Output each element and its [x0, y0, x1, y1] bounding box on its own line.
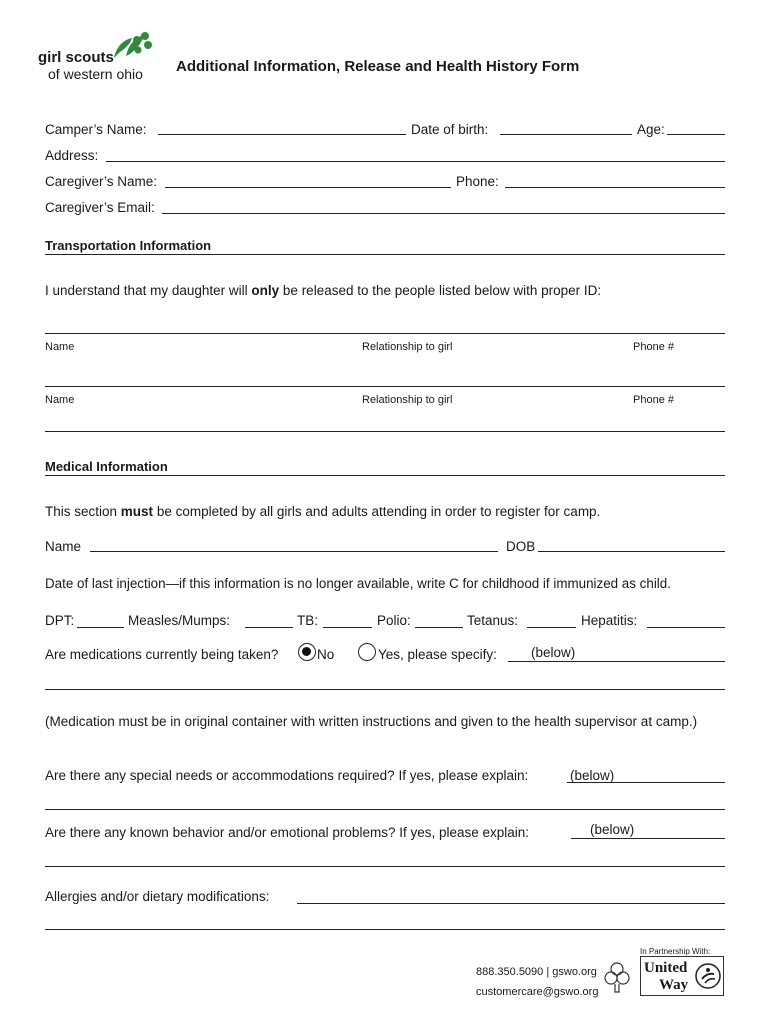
pickup-1-name-label: Name: [45, 341, 75, 353]
medical-name-field[interactable]: [90, 551, 498, 552]
medications-specify-value: (below): [531, 645, 576, 660]
behavior-value: (below): [590, 822, 635, 837]
footer-partnership: In Partnership With:: [640, 947, 711, 956]
trefoil-icon: [112, 30, 154, 60]
transportation-statement: [45, 283, 601, 299]
polio-field[interactable]: [415, 627, 463, 628]
caregiver-name-label: Caregiver’s Name:: [45, 174, 158, 189]
logo-line1: girl scouts: [38, 49, 114, 66]
medications-label: Are medications currently being taken?: [45, 647, 279, 662]
dob-label: Date of birth:: [411, 122, 489, 137]
united-way-word-united: United: [644, 960, 688, 976]
transportation-statement-pre: I understand that my daughter will: [45, 283, 248, 298]
medical-heading: Medical Information: [45, 459, 168, 474]
logo-line2: of western ohio: [48, 66, 143, 82]
page-title: Additional Information, Release and Health History Form: [176, 58, 580, 75]
medical-statement: [45, 504, 600, 520]
transportation-statement-post: be released to the people listed below with proper ID:: [282, 283, 602, 298]
united-way-hand-icon: [695, 963, 721, 989]
special-needs-extra-line[interactable]: [45, 809, 725, 810]
medical-statement-pre: This section: [45, 504, 118, 519]
pickup-2-name-label: Name: [45, 394, 75, 406]
transportation-heading-rule: [45, 254, 725, 255]
medical-statement-post: be completed by all girls and adults attending in order to register for camp.: [156, 504, 601, 519]
pickup-1-field[interactable]: [45, 333, 725, 334]
caregiver-email-label: Caregiver’s Email:: [45, 200, 155, 215]
tetanus-label: Tetanus:: [467, 613, 519, 628]
age-label: Age:: [637, 122, 665, 137]
tetanus-field[interactable]: [527, 627, 576, 628]
pickup-1-phone-label: Phone #: [633, 341, 674, 353]
measles-label: Measles/Mumps:: [128, 613, 231, 628]
united-way-logo: [640, 956, 724, 996]
trefoil-outline-icon: [604, 960, 630, 994]
pickup-1-relationship-label: Relationship to girl: [362, 341, 453, 353]
medications-specify-field[interactable]: [508, 661, 725, 662]
dpt-label: DPT:: [45, 613, 75, 628]
medications-yes-label: Yes, please specify:: [378, 647, 497, 662]
behavior-extra-line[interactable]: [45, 866, 725, 867]
tb-label: TB:: [297, 613, 319, 628]
medical-statement-bold: must: [120, 504, 154, 519]
caregiver-email-field[interactable]: [162, 213, 725, 214]
footer-phone-web: 888.350.5090 | gswo.org: [476, 966, 597, 978]
medications-extra-line[interactable]: [45, 689, 725, 690]
dob-field[interactable]: [500, 134, 632, 135]
medications-no-radio[interactable]: [298, 643, 316, 661]
allergies-label: Allergies and/or dietary modifications:: [45, 889, 270, 904]
polio-label: Polio:: [377, 613, 411, 628]
address-field[interactable]: [106, 161, 725, 162]
pickup-2-relationship-label: Relationship to girl: [362, 394, 453, 406]
gswo-logo: [38, 28, 156, 84]
transportation-statement-bold: only: [251, 283, 280, 298]
special-needs-label: Are there any special needs or accommodations required? If yes, please explain:: [45, 768, 529, 783]
medications-yes-radio[interactable]: [358, 643, 376, 661]
pickup-2-field[interactable]: [45, 386, 725, 387]
pickup-2-phone-label: Phone #: [633, 394, 674, 406]
medical-dob-field[interactable]: [538, 551, 725, 552]
caregiver-name-field[interactable]: [165, 187, 451, 188]
injection-text: Date of last injection—if this information is no longer available, write C for childhood if immunized as child.: [45, 576, 671, 591]
age-field[interactable]: [667, 134, 725, 135]
allergies-field[interactable]: [297, 903, 725, 904]
behavior-label: Are there any known behavior and/or emotional problems? If yes, please explain:: [45, 825, 530, 840]
hepatitis-field[interactable]: [647, 627, 725, 628]
medical-dob-label: DOB: [506, 539, 536, 554]
tb-field[interactable]: [323, 627, 372, 628]
medical-name-label: Name: [45, 539, 82, 554]
camper-name-label: Camper’s Name:: [45, 122, 147, 137]
transportation-end-rule: [45, 431, 725, 432]
radio-selected-dot: [302, 647, 311, 656]
phone-field[interactable]: [505, 187, 725, 188]
dpt-field[interactable]: [77, 627, 124, 628]
allergies-extra-line[interactable]: [45, 929, 725, 930]
united-way-word-way: Way: [659, 977, 689, 993]
medical-heading-rule: [45, 475, 725, 476]
container-note: (Medication must be in original container with written instructions and given to the health supervisor at camp.): [45, 714, 698, 729]
transportation-heading: Transportation Information: [45, 238, 212, 253]
medications-no-label: No: [317, 647, 335, 662]
measles-field[interactable]: [245, 627, 293, 628]
camper-name-field[interactable]: [158, 134, 406, 135]
special-needs-value: (below): [570, 768, 615, 783]
footer-email: customercare@gswo.org: [476, 986, 599, 998]
address-label: Address:: [45, 148, 99, 163]
hepatitis-label: Hepatitis:: [581, 613, 638, 628]
phone-label: Phone:: [456, 174, 499, 189]
behavior-field[interactable]: [571, 838, 725, 839]
